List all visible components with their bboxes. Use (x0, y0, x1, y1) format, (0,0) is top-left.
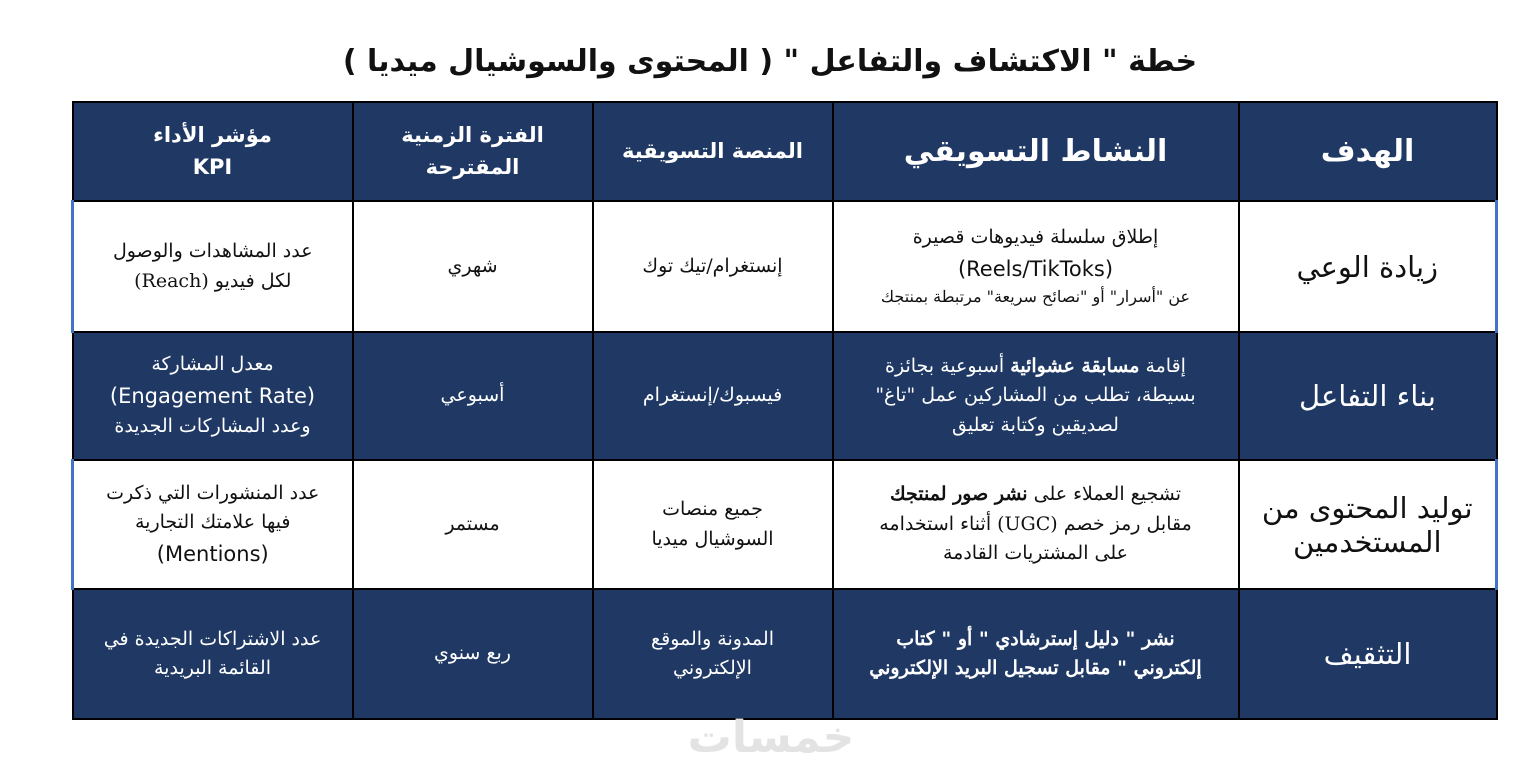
platform-cell (593, 589, 833, 719)
activity-line: إطلاق سلسلة فيديوهات قصيرة (912, 226, 1159, 249)
goal-cell: بناء التفاعل (1239, 332, 1497, 460)
activity-line: لصديقين وكتابة تعليق (952, 413, 1119, 436)
header-goal: الهدف (1239, 102, 1497, 201)
header-kpi-line2: KPI (192, 154, 233, 179)
period-cell: أسبوعي (353, 332, 593, 460)
activity-cell (833, 201, 1239, 332)
activity-bold-text: نشر صور لمنتجك (889, 483, 1028, 506)
table-row (73, 332, 1497, 460)
kpi-line: القائمة البريدية (154, 657, 271, 679)
kpi-line: (Mentions) (156, 541, 269, 566)
kpi-line: عدد المشاهدات والوصول (112, 240, 313, 263)
table-row (73, 201, 1497, 332)
kpi-line: معدل المشاركة (151, 353, 274, 376)
platform-line: الإلكتروني (673, 657, 752, 679)
activity-line: على المشتريات القادمة (942, 542, 1129, 565)
watermark-logo: خمسات (687, 712, 855, 763)
marketing-plan-table (71, 101, 1498, 720)
kpi-cell (73, 332, 353, 460)
activity-line: عن "أسرار" أو "نصائح سريعة" مرتبطة بمنتجك (880, 287, 1191, 307)
table-row (73, 460, 1497, 589)
period-cell: شهري (353, 201, 593, 332)
goal-line: توليد المحتوى من (1261, 490, 1473, 525)
activity-line: نشر " دليل إسترشادي " أو " كتاب (896, 627, 1175, 650)
activity-line (844, 352, 1228, 381)
platform-line: جميع منصات (662, 498, 763, 521)
period-cell: مستمر (353, 460, 593, 589)
activity-line: مقابل رمز خصم (UGC) أثناء استخدامه (879, 512, 1192, 535)
platform-cell: إنستغرام/تيك توك (593, 201, 833, 332)
activity-line: بسيطة، تطلب من المشاركين عمل "تاغ" (875, 384, 1196, 407)
header-kpi-line1: مؤشر الأداء (153, 123, 272, 147)
period-cell: ربع سنوي (353, 589, 593, 719)
activity-line: إلكتروني " مقابل تسجيل البريد الإلكتروني (869, 657, 1202, 679)
activity-line: (Reels/TikToks) (957, 256, 1114, 281)
kpi-line: فيها علامتك التجارية (134, 511, 291, 534)
goal-cell (1239, 460, 1497, 589)
kpi-cell (73, 589, 353, 719)
platform-cell (593, 460, 833, 589)
kpi-line: وعدد المشاركات الجديدة (114, 415, 311, 438)
table-header-row (73, 102, 1497, 201)
activity-text: تشجيع العملاء على (1027, 483, 1181, 506)
header-period (353, 102, 593, 201)
header-platform: المنصة التسويقية (593, 102, 833, 201)
kpi-cell (73, 460, 353, 589)
platform-line: المدونة والموقع (651, 627, 774, 650)
activity-bold-text: مسابقة عشوائية (1010, 354, 1140, 377)
kpi-line: عدد الاشتراكات الجديدة في (103, 627, 322, 650)
goal-cell: زيادة الوعي (1239, 201, 1497, 332)
activity-cell (833, 460, 1239, 589)
header-activity: النشاط التسويقي (833, 102, 1239, 201)
header-period-line1: الفترة الزمنية (401, 123, 544, 147)
platform-line: السوشيال ميديا (651, 527, 774, 550)
table-row (73, 589, 1497, 719)
activity-cell (833, 589, 1239, 719)
kpi-cell (73, 201, 353, 332)
kpi-line: لكل فيديو (Reach) (134, 269, 292, 292)
goal-cell: التثقيف (1239, 589, 1497, 719)
header-kpi (73, 102, 353, 201)
platform-cell: فيسبوك/إنستغرام (593, 332, 833, 460)
header-period-line2: المقترحة (425, 154, 520, 179)
activity-cell (833, 332, 1239, 460)
activity-line (844, 480, 1228, 509)
activity-text: إقامة (1139, 354, 1186, 377)
kpi-line: عدد المنشورات التي ذكرت (106, 481, 320, 504)
activity-text: أسبوعية بجائزة (885, 354, 1011, 377)
kpi-line: (Engagement Rate) (109, 383, 316, 408)
page-title: خطة " الاكتشاف والتفاعل " ( المحتوى والسوشيال ميديا ) (342, 44, 1198, 79)
goal-line: المستخدمين (1292, 524, 1442, 559)
